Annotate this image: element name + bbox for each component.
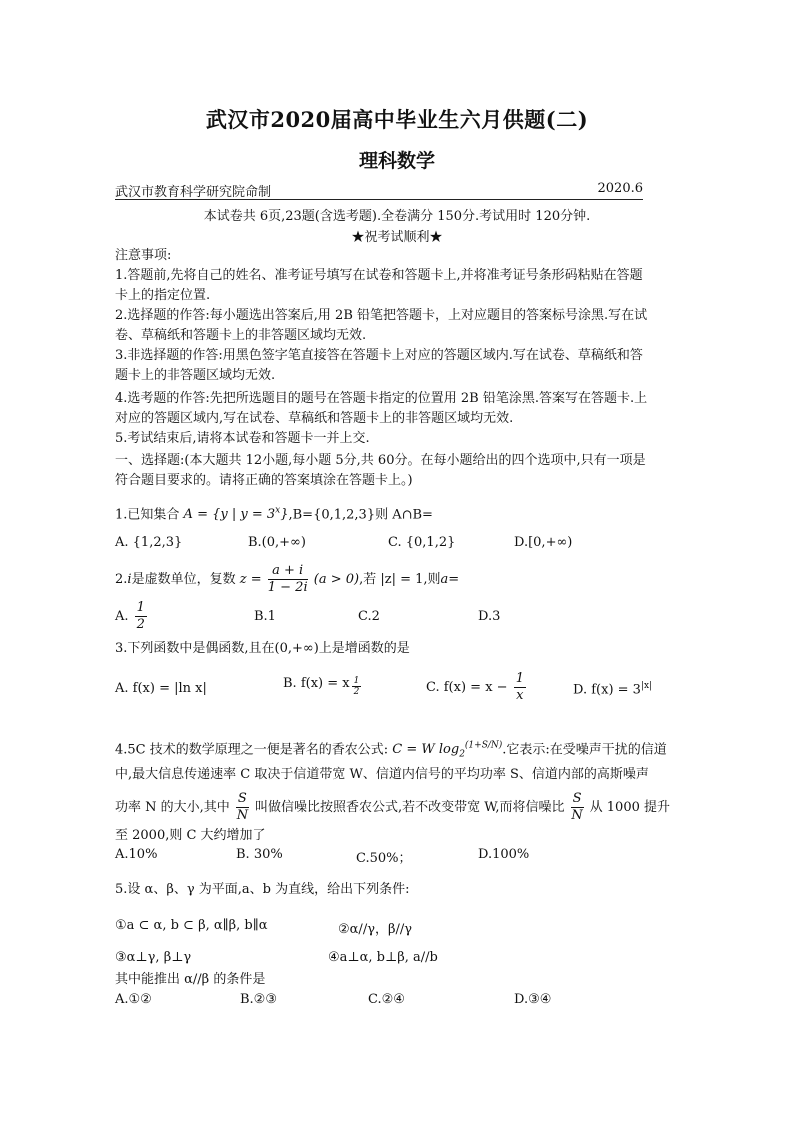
q3-option-d[interactable]: D. $f(x) = 3^{|x|}$ xyxy=(573,681,653,698)
note-3a: 3.非选择题的作答:用黑色签字笔直接答在答题卡上对应的答题区域内.写在试卷、草稿纸和答 xyxy=(115,348,643,363)
q3-option-c[interactable]: C. f(x) = x − $\frac{1}{x}$ xyxy=(426,671,524,703)
question-4-line-3: 功率 N 的大小,其中 $\frac{S}{N}$ 叫做信噪比按照香农公式,若不改变带宽 W,而将信噪比 $\frac{S}{N}$ 从 1000 提升 xyxy=(115,791,671,823)
q5-option-c[interactable]: C.②④ xyxy=(368,992,405,1007)
question-5-stem: 5.设 α、β、γ 为平面,a、b 为直线，给出下列条件: xyxy=(115,882,410,897)
q1-option-c[interactable]: C. {0,1,2} xyxy=(388,535,456,550)
reciprocal-fraction: $\frac{1}{x}$ xyxy=(515,671,524,703)
issuer: 武汉市教育科学研究院命制 xyxy=(115,185,272,200)
snr-fraction-1: $\frac{S}{N}$ xyxy=(236,791,249,823)
note-4b: 对应的答题区域内,写在试卷、草稿纸和答题卡上的非答题区域均无效. xyxy=(115,411,514,426)
note-5: 5.考试结束后,请将本试卷和答题卡一并上交. xyxy=(115,431,370,446)
q5-option-a[interactable]: A.①② xyxy=(115,992,152,1007)
note-1a: 1.答题前,先将自己的姓名、准考证号填写在试卷和答题卡上,并将准考证号条形码粘贴在答题 xyxy=(115,268,643,283)
question-1-stem: 1.已知集合 A = {y | $y = 3^x\},B=\{0,1,2,3\}$则 A∩B= xyxy=(115,506,433,523)
note-4a: 4.选考题的作答:先把所选题目的题号在答题卡指定的位置用 2B 铅笔涂黑.答案写在答题卡.上 xyxy=(115,391,648,406)
exam-date: 2020.6 xyxy=(597,181,643,196)
q5-condition-4: ④a⊥α, b⊥β, a//b xyxy=(328,950,438,965)
complex-fraction: $\frac{a + i}{1 - 2i}$ xyxy=(267,563,308,595)
exponent-fraction: 1 2 xyxy=(353,676,360,697)
question-2-stem: 2.i是虚数单位，复数 z = $\frac{a + i}{1 - 2i}$ (a > 0),若 |z| = 1,则a= xyxy=(115,563,460,595)
q1-option-b[interactable]: B.(0,+∞) xyxy=(248,535,306,550)
half-fraction: $\frac{1}{2}$ xyxy=(136,600,145,632)
exam-subject: 理科数学 xyxy=(358,150,435,172)
question-4-line-4: 至 2000,则 C 大约增加了 xyxy=(115,828,266,843)
question-4-line-1: 4.5C 技术的数学原理之一便是著名的香农公式: C = W $\log_2^{(1+S/N)}$.它表示:在受噪声干扰的信道 xyxy=(115,741,667,760)
q5-condition-2: ②α//γ，β//γ xyxy=(338,922,413,937)
q2-option-a[interactable]: A. $\frac{1}{2}$ xyxy=(115,600,145,632)
snr-fraction-2: $\frac{S}{N}$ xyxy=(571,791,583,823)
q4-option-d[interactable]: D.100% xyxy=(478,847,530,862)
note-3b: 题卡上的非答题区域均无效. xyxy=(115,368,276,383)
q4-option-c[interactable]: C.50%； xyxy=(356,851,412,866)
exam-intro: 本试卷共 6页,23题(含选考题).全卷满分 150分.考试用时 120分钟. xyxy=(203,209,591,224)
q5-condition-1: ①a ⊂ α, b ⊂ β, α∥β, b∥α xyxy=(115,918,268,933)
note-2b: 卷、草稿纸和答题卡上的非答题区域均无效. xyxy=(115,328,367,343)
note-1b: 卡上的指定位置. xyxy=(115,288,211,303)
question-3-stem: 3.下列函数中是偶函数,且在(0,+∞)上是增函数的是 xyxy=(115,641,410,656)
q4-option-a[interactable]: A.10% xyxy=(115,847,158,862)
q3-option-b[interactable]: B. f(x) = x $^{\frac{1}{2}}$ xyxy=(283,676,360,697)
q2-option-b[interactable]: B.1 xyxy=(254,609,276,624)
q4-option-b[interactable]: B. 30% xyxy=(236,847,283,862)
exam-title: 武汉市2020届高中毕业生六月供题(二) xyxy=(205,107,589,132)
q5-condition-3: ③α⊥γ, β⊥γ xyxy=(115,950,192,965)
q5-ask: 其中能推出 α//β 的条件是 xyxy=(115,972,266,987)
note-2a: 2.选择题的作答:每小题选出答案后,用 2B 铅笔把答题卡，上对应题目的答案标号涂黑.写在试 xyxy=(115,308,648,323)
q1-option-d[interactable]: D.[0,+∞) xyxy=(514,535,573,550)
q5-option-d[interactable]: D.③④ xyxy=(514,992,552,1007)
section-1-heading-b: 符合题目要求的。请将正确的答案填涂在答题卡上。) xyxy=(115,473,413,488)
question-4-line-2: 中,最大信息传递速率 C 取决于信道带宽 W、信道内信号的平均功率 S、信道内部的高斯噪声 xyxy=(115,767,649,782)
exam-wish: ★祝考试顺利★ xyxy=(351,230,443,245)
q5-option-b[interactable]: B.②③ xyxy=(240,992,277,1007)
section-1-heading-a: 一、选择题:(本大题共 12小题,每小题 5分,共 60分。在每小题给出的四个选项中,只有一项是 xyxy=(115,453,646,468)
q2-option-c[interactable]: C.2 xyxy=(358,609,380,624)
set-a-formula: A = {y | $y = 3^x$} xyxy=(183,506,289,523)
q1-option-a[interactable]: A. {1,2,3} xyxy=(115,535,183,550)
notes-heading: 注意事项: xyxy=(115,248,172,263)
q3-option-a[interactable]: A. f(x) = |ln x| xyxy=(115,681,207,696)
shannon-formula: C = W $\log_2^{(1+S/N)}$ xyxy=(392,741,503,760)
q2-option-d[interactable]: D.3 xyxy=(478,609,501,624)
header-rule xyxy=(115,181,643,200)
